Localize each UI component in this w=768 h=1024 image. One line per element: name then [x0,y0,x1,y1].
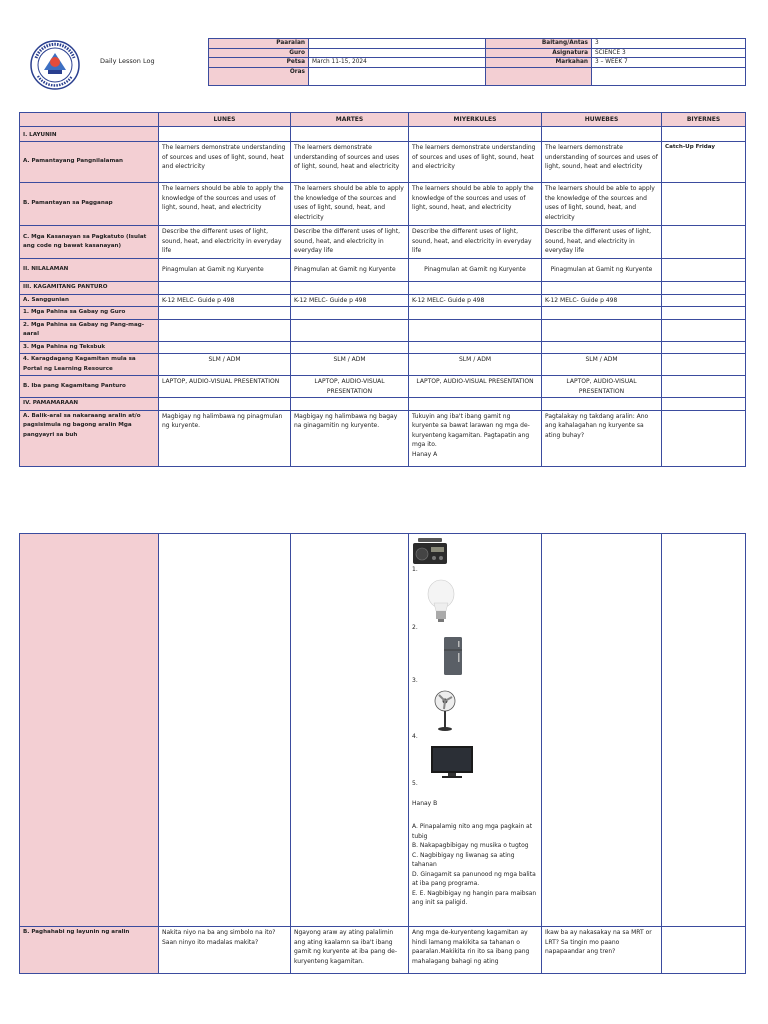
cell-nilalaman-lunes: Pinagmulan at Gamit ng Kuryente [159,259,291,282]
cell-balik-aral-miyerkules [409,410,542,466]
day-header-miyerkules: MIYERKULES [409,113,542,127]
matching-item-5 [412,745,538,789]
day-header-huwebes: HUWEBES [542,113,662,127]
cell-balik-aral-martes: Magbigay ng halimbawa ng bagay na ginagamitin ng kuryente. [291,410,409,466]
cell-pagganap-martes: The learners should be able to apply the knowledge of the sources and uses of light, sound, heat, and electricity [291,183,409,226]
choice-c: C. Nagbibigay ng liwanag sa ating tahanan [412,851,515,868]
hanay-a-label: Hanay A [412,450,438,458]
cell-pagganap-miyerkules: The learners should be able to apply the knowledge of the sources and uses of light, sound, heat, and electricity [409,183,542,226]
cell-catch-up-friday: Catch-Up Friday [662,142,746,183]
cell-karagdagang-huwebes: SLM / ADM [542,354,662,376]
matching-item-number: 4. [412,732,418,740]
refrigerator-icon [442,636,464,676]
section-nilalaman: II. NILALAMAN [20,259,159,282]
row-label-paghahabi: B. Paghahabi ng layunin ng aralin [20,927,159,974]
paaralan-value[interactable] [309,39,486,49]
empty-value-cell [592,67,746,85]
day-header-biyernes: BIYERNES [662,113,746,127]
cell-balik-aral-huwebes: Pagtalakay ng takdang aralin: Ano ang kahalagahan ng kuryente sa ating buhay? [542,410,662,466]
cell-nilalaman-martes: Pinagmulan at Gamit ng Kuryente [291,259,409,282]
markahan-value[interactable]: 3 – WEEK 7 [592,58,746,68]
cell-sanggunian-miyerkules: K-12 MELC- Guide p 498 [409,294,542,307]
guro-value[interactable] [309,48,486,58]
paaralan-label: Paaralan [209,39,309,49]
petsa-label: Petsa [209,58,309,68]
row-label-balik-aral: A. Balik-aral sa nakaraang aralin at/o pagsisimula ng bagong aralin Mga pangyayri sa buh [20,410,159,466]
cell-matching-activity [409,534,542,927]
cell-karagdagang-lunes: SLM / ADM [159,354,291,376]
matching-item-2 [412,579,538,633]
row-label-kasanayan: C. Mga Kasanayan sa Pagkatuto (Isulat ang code ng bawat kasanayan) [20,226,159,259]
day-header-martes: MARTES [291,113,409,127]
matching-item-3 [412,636,538,686]
hanay-b-label: Hanay B [412,799,438,807]
matching-item-number: 5. [412,780,418,787]
cell-pangnilalaman-martes: The learners demonstrate understanding of sources and uses of light, sound, heat and electricity [291,142,409,183]
cell-karagdagang-miyerkules: SLM / ADM [409,354,542,376]
section-pamamaraan: IV. PAMAMARAAN [20,398,159,411]
asignatura-value[interactable]: SCIENCE 3 [592,48,746,58]
header-info-table [208,38,746,86]
lesson-log-table [19,112,746,467]
cell-kasanayan-miyerkules: Describe the different uses of light, sound, heat, and electricity in everyday life [409,226,542,259]
electric-fan-icon [432,690,458,732]
markahan-label: Markahan [486,58,592,68]
cell-kasanayan-martes: Describe the different uses of light, sound, heat, and electricity in everyday life [291,226,409,259]
cell-balik-aral-lunes: Magbigay ng halimbawa ng pinagmulan ng kuryente. [159,410,291,466]
radio-icon [412,537,448,565]
cell-pagganap-huwebes: The learners should be able to apply the knowledge of the sources and uses of light, sound, heat, and electricity [542,183,662,226]
cell-sanggunian-martes: K-12 MELC- Guide p 498 [291,294,409,307]
section-layunin: I. LAYUNIN [20,127,159,142]
lesson-log-table-continued [19,533,746,974]
cell-iba-pang-martes: LAPTOP, AUDIO-VISUAL PRESENTATION [291,376,409,398]
row-label-sanggunian: A. Sanggunian [20,294,159,307]
row-label-pamantayang-pangnilalaman: A. Pamantayang Pangnilalaman [20,142,159,183]
cell-paghahabi-martes: Ngayong araw ay ating palalimin ang ating kaalamn sa iba't ibang gamit ng kuryente at iba pang de-kuryenteng kagamitan. [291,927,409,974]
continued-label-cell [20,534,159,927]
document-title: Daily Lesson Log [100,57,155,65]
row-label-pamantayan-pagganap: B. Pamantayan sa Pagganap [20,183,159,226]
row-label-gabay-mag-aaral: 2. Mga Pahina sa Gabay ng Pang-mag-aaral [20,319,159,341]
asignatura-label: Asignatura [486,48,592,58]
television-icon [430,745,474,779]
cell-paghahabi-huwebes: Ikaw ba ay nakasakay na sa MRT or LRT? Sa tingin mo paano napapaandar ang tren? [542,927,662,974]
cell-iba-pang-huwebes: LAPTOP, AUDIO-VISUAL PRESENTATION [542,376,662,398]
cell-pangnilalaman-huwebes: The learners demonstrate understanding of sources and uses of light, sound, heat and electricity [542,142,662,183]
empty-label-cell [486,67,592,85]
row-label-karagdagang-kagamitan: 4. Karagdagang Kagamitan mula sa Portal ng Learning Resource [20,354,159,376]
choice-a: A. Pinapalamig nito ang mga pagkain at tubig [412,823,533,840]
day-header-lunes: LUNES [159,113,291,127]
lightbulb-icon [426,579,456,623]
baitang-value[interactable]: 3 [592,39,746,49]
matching-item-1 [412,537,538,575]
choice-d: D. Ginagamit sa panunood ng mga balita at iba pang programa. [412,870,536,887]
petsa-value[interactable]: March 11-15, 2024 [309,58,486,68]
matching-item-4 [412,690,538,742]
choice-b: B. Nakapagbibigay ng musika o tugtog [412,842,529,849]
balik-aral-miyerkules-text: Tukuyin ang iba't ibang gamit ng kuryente sa bawat larawan ng mga de-kuryenteng kagamitan. Pagtapatin ang mga ito. [412,412,530,448]
corner-cell [20,113,159,127]
row-label-teksbuk: 3. Mga Pahina ng Teksbuk [20,341,159,354]
cell-kasanayan-huwebes: Describe the different uses of light, sound, heat, and electricity in everyday life [542,226,662,259]
cell-pangnilalaman-lunes: The learners demonstrate understanding of sources and uses of light, sound, heat and electricity [159,142,291,183]
section-kagamitan: III. KAGAMITANG PANTURO [20,282,159,295]
baitang-label: Baitang/Antas [486,39,592,49]
cell-kasanayan-lunes: Describe the different uses of light, sound, heat, and electricity in everyday life [159,226,291,259]
cell-iba-pang-lunes: LAPTOP, AUDIO-VISUAL PRESENTATION [159,376,291,398]
cell-pangnilalaman-miyerkules: The learners demonstrate understanding of sources and uses of light, sound, heat and electricity [409,142,542,183]
matching-item-number: 1. [412,566,418,573]
cell-paghahabi-miyerkules: Ang mga de-kuryenteng kagamitan ay hindi lamang makikita sa tahanan o paaralan.Makikita rin ito sa ibang pang mahalagang bahagi ng ating [409,927,542,974]
cell-iba-pang-miyerkules: LAPTOP, AUDIO-VISUAL PRESENTATION [409,376,542,398]
cell-nilalaman-huwebes: Pinagmulan at Gamit ng Kuryente [542,259,662,282]
choice-e: E. E. Nagbibigay ng hangin para maibsan ang init sa paligid. [412,889,537,906]
choices-list [412,822,538,908]
deped-seal-logo [30,40,80,90]
row-label-iba-pang-kagamitan: B. Iba pang Kagamitang Panturo [20,376,159,398]
cell-paghahabi-lunes: Nakita niyo na ba ang simbolo na ito? Saan ninyo ito madalas makita? [159,927,291,974]
row-label-gabay-guro: 1. Mga Pahina sa Gabay ng Guro [20,307,159,320]
matching-item-number: 3. [412,677,418,684]
cell-pagganap-lunes: The learners should be able to apply the knowledge of the sources and uses of light, sound, heat, and electricity [159,183,291,226]
oras-value[interactable] [309,67,486,85]
cell-nilalaman-miyerkules: Pinagmulan at Gamit ng Kuryente [409,259,542,282]
matching-item-number: 2. [412,623,418,631]
cell-sanggunian-huwebes: K-12 MELC- Guide p 498 [542,294,662,307]
cell-karagdagang-martes: SLM / ADM [291,354,409,376]
oras-label: Oras [209,67,309,85]
guro-label: Guro [209,48,309,58]
cell-sanggunian-lunes: K-12 MELC- Guide p 498 [159,294,291,307]
